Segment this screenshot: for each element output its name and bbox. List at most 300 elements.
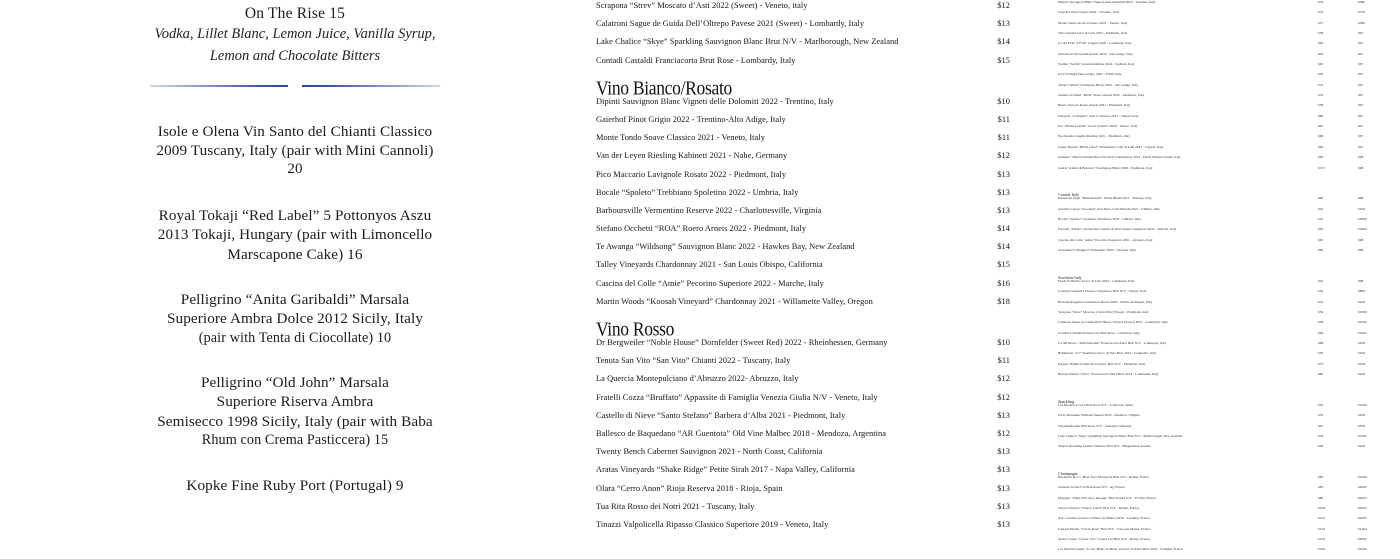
bottle-price-glass: $58 [1318,320,1324,325]
divider-right-rule [302,85,440,87]
bottle-price-glass: $58 [1318,444,1324,449]
bottle-list-item [1014,290,1400,300]
wine-price: $15 [997,55,1010,65]
wine-list-item [596,2,1010,20]
bottle-price-large: $97 [1358,103,1364,108]
wine-section-header: Vino Rosso [596,317,675,340]
bottle-price-large: $97 [1358,82,1364,87]
bottle-price-large: $100 [1358,444,1365,449]
wine-list-item [596,225,1010,243]
bottle-name: Scrapona “Strev” Moscato d’Asti 2022 (Sweet) - Piedmont, Italy [1058,310,1149,314]
bottle-list-item [1014,239,1400,249]
bottle-section-header: Champagne [1058,471,1079,477]
wine-list-item [596,503,1010,521]
bottle-price-glass: $100 [1318,506,1325,511]
divider-left-rule [150,85,288,87]
bottle-name: Les Mesnil Grands “Code” Blanc de Blanc Grand Cru Extra Brut 2016 - Cramant, France [1058,548,1184,552]
wine-name: Martin Woods “Koosah Vineyard” Chardonnay 2021 - Willamette Valley, Oregon [596,297,873,306]
bottle-price-large: $97 [1358,124,1364,129]
bottle-price-large: $98 [1358,155,1364,160]
wine-name: Aratas Vineyards “Shake Ridge” Petite Sirah 2017 - Napa Valley, California [596,466,855,475]
wine-list-item [596,207,1010,225]
bottle-price-glass: $50 [1318,72,1324,77]
bottle-price-large: $800 [1358,289,1365,294]
wine-list-item [596,357,1010,375]
bottle-list-item [1014,104,1400,114]
bottle-list-item [1014,517,1400,527]
bottle-price-glass: $90 [1318,248,1324,253]
pairing-line: Marscapone Cake) 16 [227,245,363,263]
bottle-price-glass: $50 [1318,309,1324,314]
wine-price: $13 [997,447,1010,457]
bottle-price-large: $1800 [1358,227,1367,232]
wine-price: $11 [997,356,1010,366]
wine-price: $12 [997,1,1010,10]
section-spacer [1014,456,1400,463]
bottle-list-item [1014,228,1400,238]
bottle-list-item [1014,528,1400,538]
wine-price: $11 [997,114,1010,124]
section-spacer [1014,383,1400,390]
wine-section-header: Vino Bianco/Rosato [596,75,732,99]
bottle-price-large: $1204 [1358,526,1367,531]
bottle-price-glass: $90 [1318,155,1324,160]
dessert-pairing-item [0,290,590,347]
bottle-name: Terlan “Winkl” Sauvignon Blanc 2022 - Alto Adige, Italy [1058,83,1139,87]
bottle-price-large: $100 [1358,340,1365,345]
bottle-name: Bruno Giacosa Roero Arneis 2021 - Piedmont, Italy [1058,104,1131,108]
bottle-name: Palazzone Pagit “Befbefliaante” White Blend 2021 - Tuscany, Italy [1058,197,1152,201]
bottle-list-item [1014,363,1400,373]
wine-name: Te Awanga “Wildsong” Sauvignon Blanc 2022 - Hawkes Bay, New Zealand [596,243,855,252]
bottle-price-large: $750 [1358,10,1365,15]
pairing-price: 20 [287,161,303,178]
bottle-price-glass: $150 [1318,537,1325,542]
bottle-price-glass: $86 [1318,495,1324,500]
bottle-price-large: $1000 [1358,320,1367,325]
wine-list-item [596,171,1010,189]
bottle-price-large: $380 [1358,0,1365,4]
bottle-name: Laurent-Perrier “Cuvee Rose” Brut N/V - Tous-sur-Marne, France [1058,527,1151,531]
bottle-list-item [1014,404,1400,414]
bottle-price-glass: $50 [1318,289,1324,294]
wine-name: Twenty Bench Cabernet Sauvignon 2021 - North Coast, California [596,448,823,457]
wine-price: $16 [997,278,1010,288]
bottle-price-glass: $50 [1318,351,1324,356]
wine-name: Castello di Nieve “Santo Stefano” Barbera d’Alba 2021 - Piedmont, Italy [596,411,846,420]
wine-list-item [596,430,1010,448]
wine-list-item [596,375,1010,393]
bottle-name: GAJA “Alteni di Brassica” Sauvignon Blanc 2020 - Piedmont, Italy [1058,166,1153,170]
bottle-name: Cascina del Colle “Amie” Pecorino Superiore 2021 - Abruzzo, Italy [1058,238,1153,242]
bottle-list-item [1014,1,1400,11]
wine-price: $18 [997,296,1010,306]
bottle-list-item [1014,435,1400,445]
wine-name: Gaierhof Pinot Grigio 2022 - Trentino-Alto Adige, Italy [596,115,786,124]
wine-name: Bocale “Spoleto” Trebbiano Spoletino 2022 - Umbria, Italy [596,188,799,197]
wine-price: $14 [997,37,1010,47]
pairing-line: 2009 Tuscany, Italy (pair with Mini Cannoli) [156,141,434,159]
bottle-price-glass: $60 [1318,113,1324,118]
dessert-pairing-item [0,476,590,495]
bottle-price-glass: $155 [1318,165,1325,170]
bottle-list-item [1014,342,1400,352]
wine-list-item [596,20,1010,38]
bottle-price-large: $97 [1358,144,1364,149]
pairing-line: Superiore Riserva Ambra [216,393,374,411]
pairing-line: 2013 Tokaji, Hungary (pair with Limoncello [157,226,433,244]
wine-name: La Quercia Montepulciano d’Abruzzo 2022- Abruzzo, Italy [596,375,799,384]
bottle-list-item [1014,197,1400,207]
bottle-price-glass: $65 [1318,124,1324,129]
bottle-price-glass: $55 [1318,413,1324,418]
bottle-price-glass: $68 [1318,340,1324,345]
bottle-price-glass: $75 [1318,361,1324,366]
bottle-list-item [1014,249,1400,259]
bottle-name: Gaierhof Pinot Grigio 2022 - Trentino, Italy [1058,11,1120,15]
bottle-name: Pieropan “Calvarino” Soave Classico 2021 - Veneto, Italy [1058,114,1139,118]
bottle-name: Dipinti Sauvignon Blanc Vigneti delle Dolomiti 2022 - Trentino, Italy [1058,1,1156,4]
wine-list-item [596,394,1010,412]
bottle-list-item [1014,22,1400,32]
dessert-pairing-item [0,122,590,180]
bottle-price-large: $97 [1358,31,1364,36]
bottle-name: Grattamacco Bolgheri Vermentino 2020 - Tuscany, Italy [1058,249,1137,253]
bottle-name: Tramin “Selida” Gewurztraminer 2022 - Sudtirol, Italy [1058,63,1135,67]
cocktail-block [0,4,590,67]
pairing-line: Rhum con Crema Pasticcera) 15 [201,432,389,449]
bottle-price-glass: $50 [1318,433,1324,438]
wine-list-item [596,280,1010,298]
bottle-price-large: $98 [1358,196,1364,201]
bottle-name: Pecchenino Langhe Riesling 2021 - Piedmont, Italy [1058,135,1131,139]
bottle-name: Scharffenberger Brut Rose N/V - Sonoma California [1058,424,1132,428]
bottle-price-large: $97 [1358,62,1364,67]
bottle-name: Contadi Castaldi Franciacorta Brut Rose - Lombardy, Italy [1058,331,1140,335]
bottle-name: Abbazia di Novacella Kerner 2022 - Alto Adige, Italy [1058,52,1133,56]
section-spacer [1014,259,1400,266]
bottle-name: Pievalta “Villaia” Verdicchio Castelli di Jesi Classico Superiore 2022 - Marche, Italy [1058,228,1177,232]
bottle-price-glass: $42 [1318,51,1324,56]
bottle-name: Veuve Clicquot “Yellow Label” Brut N/V - Reims, France [1058,507,1140,511]
bottle-list-item [1014,476,1400,486]
bottle-name: Ca’del Bosco “44th Edizione” Franciacorta Extra Brut N/V - Lombardy, Italy [1058,341,1167,345]
bottle-price-large: $100 [1358,206,1365,211]
wine-name: Pico Maccario Lavignole Rosato 2022 - Piedmont, Italy [596,170,787,179]
bottle-name: Early Mountain Petillant Naturel 2022 - Madison, Virginia [1058,414,1140,418]
bottle-name: Feudi di Manzio Greco di Tufo 2021 - Campania, Italy [1058,279,1135,283]
bottle-list-item [1014,301,1400,311]
bottle-name: Les Monteros Cava Brut Rose N/V - Catalonia, Spain [1058,403,1133,407]
wine-price: $13 [997,19,1010,29]
wine-list-item [596,98,1010,116]
bottle-name: Gatinois Grand Cru Brut Rose N/V - Ay, France [1058,486,1125,490]
bottle-price-glass: $62 [1318,227,1324,232]
wine-name: Olara “Cerro Anon” Rioja Reserva 2018 - Rioja, Spain [596,484,783,493]
bottle-list-item [1014,548,1400,558]
wine-list-item [596,412,1010,430]
wine-price: $10 [997,96,1010,106]
cocktail-description-line-1: Vodka, Lillet Blanc, Lemon Juice, Vanilla Syrup, [154,26,436,43]
bottle-price-large: $98 [1358,248,1364,253]
wine-list-item [596,116,1010,134]
bottle-price-large: $98 [1358,237,1364,242]
bottle-price-glass: $68 [1318,134,1324,139]
bottle-price-large: $97 [1358,134,1364,139]
dessert-pairing-item [0,206,590,264]
bottle-price-glass: $57 [1318,20,1324,25]
bottle-list-item [1014,32,1400,42]
wine-price: $12 [997,428,1010,438]
wine-price: $13 [997,501,1010,511]
bottle-list-item [1014,94,1400,104]
bottle-price-large: $100 [1358,351,1365,356]
wine-name: Scrapona “Strev” Moscato d’Asti 2022 (Sweet) - Veneto, italy [596,2,808,10]
wine-price: $13 [997,519,1010,529]
bottle-price-large: $100 [1358,299,1365,304]
wine-name: Talley Vineyards Chardonnay 2021 - San Louis Obispo, California [596,261,823,270]
bottle-price-large: $2300 [1358,475,1367,480]
bottle-price-glass: $45 [1318,423,1324,428]
bottle-name: Ca dei Frati “I Frati” Lugana 2020 - Lombardy, Italy [1058,42,1132,46]
bottle-name: Heidsieck & Co “Blue Top” Monopole Brut N/V - Reims, France [1058,476,1150,480]
wine-list-item [596,466,1010,484]
wine-price: $12 [997,151,1010,161]
bottle-list-item [1014,332,1400,342]
wine-price: $14 [997,224,1010,234]
bottle-price-large: $97 [1358,93,1364,98]
bottle-price-glass: $82 [1318,372,1324,376]
bottle-price-glass: $58 [1318,103,1324,108]
wine-price: $15 [997,260,1010,270]
wine-price: $13 [997,187,1010,197]
bottle-price-glass: $52 [1318,10,1324,15]
bottle-name: Loredan Gasparini Prosecco Superiore Brut N/V - Veneto, Italy [1058,290,1147,294]
bottle-price-glass: $45 [1318,62,1324,67]
bottle-price-glass: $52 [1318,93,1324,98]
bottle-list-item [1014,445,1400,455]
bottle-price-large: $97 [1358,41,1364,46]
bottle-price-glass: $55 [1318,217,1324,222]
wine-name: Contadi Castaldi Franciacorta Brut Rose - Lombardy, Italy [596,56,796,65]
bottle-name: Pra “Monte Grande” Soave Classico 2020 - Veneto, Italy [1058,125,1138,129]
bottle-price-glass: $65 [1318,237,1324,242]
bottle-price-glass: $90 [1318,144,1324,149]
bottle-price-glass: $112 [1318,516,1325,521]
wine-price: $11 [997,133,1010,143]
pairing-line: Kopke Fine Ruby Port (Portugal) 9 [186,476,404,494]
bottle-price-glass: $64 [1318,330,1324,335]
wine-bottle-list-column [1014,0,1400,552]
ornamental-divider [150,80,440,92]
pairing-line: (pair with Tenta di Ciocollate) 10 [198,329,392,346]
pairing-line: Pelligrino “Anita Garibaldi” Marsala [180,290,410,308]
bottle-list-item [1014,84,1400,94]
bottle-price-glass: $85 [1318,485,1324,490]
wine-list-item [596,134,1010,152]
bottle-name: Calatroni Sague de Guida Dell’Oltrepo Pavese (Sweet) 2021 - Lombardy, Italy [1058,321,1169,325]
cocktail-and-dessert-pairings-column [0,0,590,500]
bottle-price-large: $100 [1358,361,1365,366]
bottle-price-large: $380 [1358,20,1365,25]
bottle-price-large: $2004 [1358,537,1367,542]
bottle-price-large: $1002 [1358,330,1367,335]
wine-list-item [596,339,1010,357]
wine-name: Ballesco de Baquedano “AR Guentota” Old Vine Malbec 2018 - Mendoza, Argentina [596,429,887,438]
wine-name: Monte Tondo Soave Classico 2021 - Veneto, Italy [596,134,765,143]
bottle-name: Drappier “Pinot Noir Zero Dosage” Brut Nature N/V - Urville, France [1058,496,1156,500]
wine-name: Tenuta San Vito “San Vito” Chianti 2022 - Tuscany, Italy [596,357,791,366]
wine-price: $12 [997,392,1010,402]
dessert-pairing-item [0,373,590,450]
bottle-price-glass: $42 [1318,206,1324,211]
bottle-name: Brolettu Reggiano Lambrusco Rosso 2020 - Emilia-Romagna, Italy [1058,300,1153,304]
wine-name: Lake Chalice “Skye” Sparkling Sauvignon Blanc Brut N/V - Marlborough, New Zealand [596,38,899,47]
wine-name: Barboursville Vermentino Reserve 2022 - Charlottesville, Virginia [596,206,822,215]
wine-price: $13 [997,410,1010,420]
bottle-price-glass: $85 [1318,475,1324,480]
bottle-name: Monte Tondo Soave Classico 2021 - Veneto, Italy [1058,21,1128,25]
wine-list-item [596,38,1010,56]
wine-list-item [596,448,1010,466]
bottle-price-large: $2500 [1358,547,1367,552]
bottle-list-item [1014,146,1400,156]
bottle-price-large: $97 [1358,72,1364,77]
pairing-line: Royal Tokaji “Red Label” 5 Pottonyos Aszu [158,206,432,224]
bottle-list-item [1014,538,1400,548]
wine-list-item [596,243,1010,261]
bottle-list-item [1014,373,1400,383]
bottle-price-large: $97 [1358,51,1364,56]
bottle-list-item [1014,218,1400,228]
bottle-price-large: $100 [1358,423,1365,428]
bottle-price-large: $2002 [1358,506,1367,511]
bottle-list-item [1014,42,1400,52]
bottle-list-item [1014,486,1400,496]
bottle-name: Bambinuto “Ca” Sparkling Greco di Tufo Brut 2012 - Campania, Italy [1058,352,1157,356]
bottle-list-item [1014,73,1400,83]
bottle-price-glass: $52 [1318,299,1324,304]
bottle-name: Andre Clouet “Cuvee 1911” Grand Cru Brut N/V - Bouzy, France [1058,538,1150,542]
bottle-name: Stefano Occhetti “ROA” Roero Arneis 2022 - Piedmont, Italy [1058,94,1145,98]
bottle-section-header: Central Italy [1058,192,1080,198]
bottle-list-item [1014,115,1400,125]
bottle-price-glass: $40 [1318,196,1324,201]
bottle-price-glass: $145 [1318,526,1325,531]
bottle-price-glass: $29 [1318,402,1324,407]
bottle-list-item [1014,156,1400,166]
bottle-name: A.R. Lenoble Grand Cru Blanc de Blancs 2012 - Chouilly, France [1058,517,1150,521]
bottle-price-glass: $52 [1318,0,1324,4]
wine-name: Van der Leyen Riesling Kabinett 2021 - Nahe, Germany [596,152,788,161]
bottle-list-item [1014,414,1400,424]
bottle-list-item [1014,321,1400,331]
bottle-list-item [1014,352,1400,362]
wine-list-item [596,189,1010,207]
bottle-list-item [1014,11,1400,21]
bottle-name: Bocale “Spoleto” Spoletino Trebbiano 2022 - Umbria, Italy [1058,218,1142,222]
pairing-line: Semisecco 1998 Sicily, Italy (pair with Baba [157,412,433,430]
pairing-line: Superiore Ambra Dolce 2012 Sicily, Italy [166,310,424,328]
bottle-price-large: $1000 [1358,402,1367,407]
bottle-section-header: Southern Italy [1058,274,1083,280]
bottle-price-large: $2002 [1358,485,1367,490]
bottle-name: Villa Sparina Gavi di Gavi 2022 - Piedmont, Italy [1058,32,1128,36]
bottle-list-item [1014,507,1400,517]
wine-price: $13 [997,465,1010,475]
bottle-price-large: $97 [1358,113,1364,118]
wine-name: Calatroni Sague de Guida Dell’Oltrepo Pavese 2021 (Sweet) - Lombardy, Italy [596,20,865,29]
bottle-name: Jermann “Where Dreams Have No End” Chardonnay 2021 - Friuli Venezia Giulia, Italy [1058,156,1181,160]
wine-price: $10 [997,338,1010,347]
wine-list-item [596,261,1010,279]
bottle-price-large: $98 [1358,278,1364,283]
bottle-name: Arnaldo Caprai “Grecante” Grechetto Colli Martani 2021 - Umbria, Italy [1058,207,1161,211]
bottle-price-large: $1800 [1358,217,1367,222]
wine-name: Stefano Occhetti “ROA” Roero Arneis 2022 - Piedmont, Italy [596,225,807,234]
bottle-name: Livio Felluga Pinot Grigio 2022 - Friuli, Italy [1058,73,1122,77]
bottle-list-item [1014,53,1400,63]
bottle-list-item [1014,135,1400,145]
wine-name: Tua Rita Rosso dei Notri 2021 - Tuscany, Italy [596,502,755,511]
bottle-price-large: $1000 [1358,309,1367,314]
bottle-price-large: $2005 [1358,495,1367,500]
bottle-name: Parusso Nebbiolo Metodo Classico Brut N/V - Piedmont, Italy [1058,362,1146,366]
wine-name: Tinazzi Valpolicella Ripasso Classico Superiore 2019 - Veneto, Italy [596,520,829,529]
wine-name: Cascina del Colle “Amie” Pecorino Superiore 2022 - Marche, Italy [596,279,824,288]
pairing-line: Isole e Olena Vin Santo del Chianti Classico [157,122,433,140]
cocktail-description-line-2: Lemon and Chocolate Bitters [209,47,381,64]
wine-price: $13 [997,169,1010,179]
bottle-list-item [1014,125,1400,135]
wine-price: $13 [997,483,1010,493]
wine-price: $13 [997,205,1010,215]
bottle-section-header: Sparkling [1058,398,1075,404]
bottle-list-item [1014,208,1400,218]
wine-name: Dipinti Sauvignon Blanc Vigneti delle Dolomiti 2022 - Trentino, Italy [596,97,834,106]
bottle-list-item [1014,63,1400,73]
bottle-list-item [1014,280,1400,290]
bottle-name: Lunae Bosoni “Black Label” Vermentino Colli di Luni 2021 - Liguria, Italy [1058,145,1164,149]
bottle-name: Lake Chalice “Skye” Sparkling Sauvignon Blanc Brut N/V - Marlborough, New Zealand [1058,434,1183,438]
bottle-price-large: $100 [1358,372,1365,376]
wine-list-item [596,521,1010,539]
bottle-name: Barone Pizzini “Satvo” Franciacorta Extra Brut 2014 - Lombardia, Italy [1058,373,1159,376]
bottle-list-item [1014,497,1400,507]
bottle-list-item [1014,167,1400,177]
cocktail-name: On The Rise 15 [244,5,346,22]
bottle-price-glass: $52 [1318,82,1324,87]
pairing-line: Pelligrino “Old John” Marsala [200,374,390,392]
bottle-list-item [1014,311,1400,321]
bottle-price-large: $2005 [1358,516,1367,521]
wine-price: $14 [997,242,1010,252]
bottle-price-large: $98 [1358,165,1364,170]
bottle-price-glass: $42 [1318,278,1324,283]
bottle-price-large: $100 [1358,413,1365,418]
bottle-price-glass: $40 [1318,41,1324,46]
bottle-list-item [1014,425,1400,435]
wine-name: Dr Bergweiler “Noble House” Dornfelder (Sweet Red) 2022 - Rheinhessen, Germany [596,339,888,347]
wine-price: $12 [997,374,1010,384]
bottle-price-large: $1000 [1358,433,1367,438]
bottle-price-glass: $58 [1318,31,1324,36]
bottle-price-glass: $190 [1318,547,1325,552]
wine-by-the-glass-column [596,0,1010,529]
section-spacer [1014,177,1400,184]
wine-list-item [596,152,1010,170]
bottle-name: Szigeti Sparkling Gruner Veltliner Brut N/V - Burgenland, Austria [1058,445,1151,449]
